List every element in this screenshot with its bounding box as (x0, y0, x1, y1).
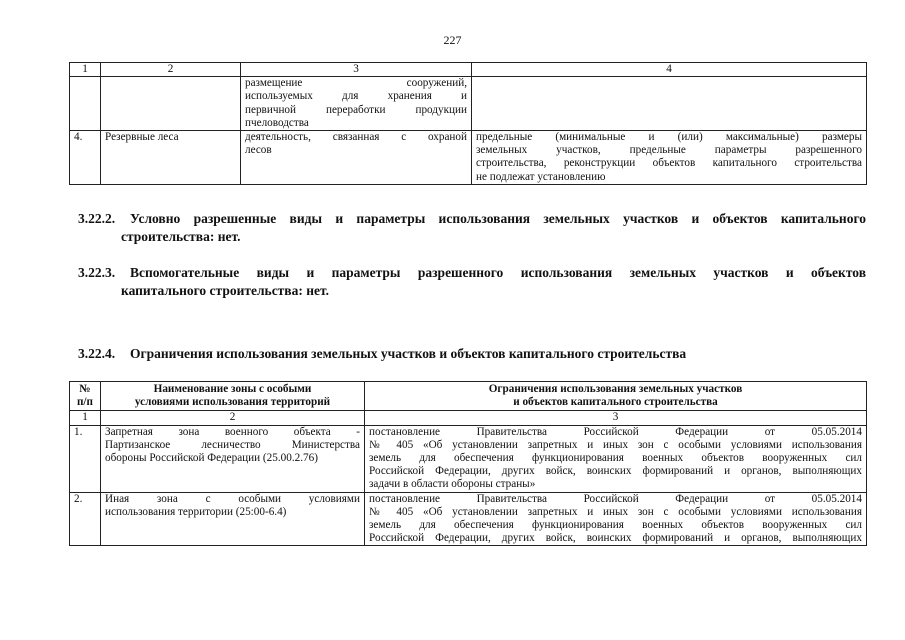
text-line: первичной переработки продукции (245, 103, 467, 116)
text-line: используемых для хранения и (245, 90, 467, 103)
table-row (70, 77, 867, 131)
page-number: 227 (443, 33, 462, 47)
section-heading-3-22-3 (78, 264, 866, 300)
parameters-cell (472, 77, 867, 131)
text-line: земель для обеспечения функционирования военных объектов вооруженных сил (369, 452, 862, 465)
section-heading-3-22-2 (78, 210, 866, 246)
row-number (70, 77, 101, 131)
header-row (70, 382, 867, 411)
column-number: 4 (472, 63, 867, 77)
row-number: 1. (70, 425, 101, 492)
row-number: 4. (70, 131, 101, 185)
column-number-row (70, 63, 867, 77)
header-line: условиями использования территорий (134, 396, 331, 409)
column-number-row (70, 411, 867, 425)
header-line: и объектов капитального строительства (513, 396, 718, 409)
header-line: Наименование зоны с особыми (153, 383, 312, 395)
heading-line (78, 264, 866, 282)
text-line: лесов (245, 144, 272, 157)
text-line: обороны Российской Федерации (25.00.2.76) (105, 452, 318, 465)
table-row (70, 492, 867, 546)
text-line: строительства, реконструкции объектов капитального строительства (476, 157, 862, 170)
column-number: 2 (101, 63, 241, 77)
section-title: Вспомогательные виды и параметры разрешенного использования земельных участков и объектов (130, 265, 866, 280)
text-line: Российской Федерации, других войск, воинских формирований и органов, выполняющих (369, 465, 862, 478)
zone-name (101, 492, 365, 546)
column-number: 3 (365, 411, 867, 425)
text-line: не подлежат установлению (476, 170, 606, 183)
column-number: 2 (101, 411, 365, 425)
land-use-table (69, 62, 867, 185)
section-title-continued: строительства: нет. (121, 229, 241, 244)
text-line: Партизанское лесничество Министерства (105, 438, 360, 451)
table-row (70, 425, 867, 492)
section-title-continued: капитального строительства: нет. (121, 283, 329, 298)
row-number: 2. (70, 492, 101, 546)
text-line: использования территории (25:00-6.4) (105, 505, 287, 518)
forest-type (101, 77, 241, 131)
text-line: Запретная зона военного объекта - (105, 425, 360, 438)
column-number: 3 (241, 63, 472, 77)
permitted-activity (241, 131, 472, 185)
text-line: предельные (минимальные и (или) максимальные) размеры (476, 131, 862, 144)
header-number (70, 382, 101, 411)
section-number: 3.22.3. (78, 265, 116, 280)
text-line: Российской Федерации, других войск, воинских формирований и органов, выполняющих (369, 532, 862, 545)
column-number: 1 (70, 411, 101, 425)
permitted-activity (241, 77, 472, 131)
header-line: п/п (76, 396, 93, 409)
restriction-text (365, 492, 867, 546)
section-title: Условно разрешенные виды и параметры использования земельных участков и объектов капитального (130, 211, 866, 226)
section-title: Ограничения использования земельных участков и объектов капитального строительства (130, 346, 687, 361)
text-line: земельных участков, предельные параметры разрешенного (476, 144, 862, 157)
restrictions-table (69, 381, 867, 546)
section-number: 3.22.2. (78, 211, 116, 226)
text-line: размещение сооружений, (245, 77, 467, 90)
header-line: Ограничения использования земельных участков (488, 383, 743, 395)
text-line: Иная зона с особыми условиями (105, 492, 360, 505)
table-row (70, 131, 867, 185)
text-line: деятельность, связанная с охраной (245, 131, 467, 144)
column-number: 1 (70, 63, 101, 77)
header-zone (101, 382, 365, 411)
section-number: 3.22.4. (78, 346, 116, 361)
text-line: № 405 «Об установлении запретных и иных зон с особыми условиями использования (369, 505, 862, 518)
heading-line (78, 210, 866, 228)
header-line: № (79, 383, 91, 395)
text-line: земель для обеспечения функционирования военных объектов вооруженных сил (369, 519, 862, 532)
text-line: задачи в области обороны страны» (369, 478, 536, 491)
restriction-text (365, 425, 867, 492)
text-line: № 405 «Об установлении запретных и иных зон с особыми условиями использования (369, 438, 862, 451)
section-heading-3-22-4 (78, 345, 866, 363)
forest-type: Резервные леса (101, 131, 241, 185)
text-line: постановление Правительства Российской Федерации от 05.05.2014 (369, 425, 862, 438)
text-line: пчеловодства (245, 116, 309, 129)
text-line: постановление Правительства Российской Федерации от 05.05.2014 (369, 492, 862, 505)
parameters-cell (472, 131, 867, 185)
zone-name (101, 425, 365, 492)
header-restrictions (365, 382, 867, 411)
